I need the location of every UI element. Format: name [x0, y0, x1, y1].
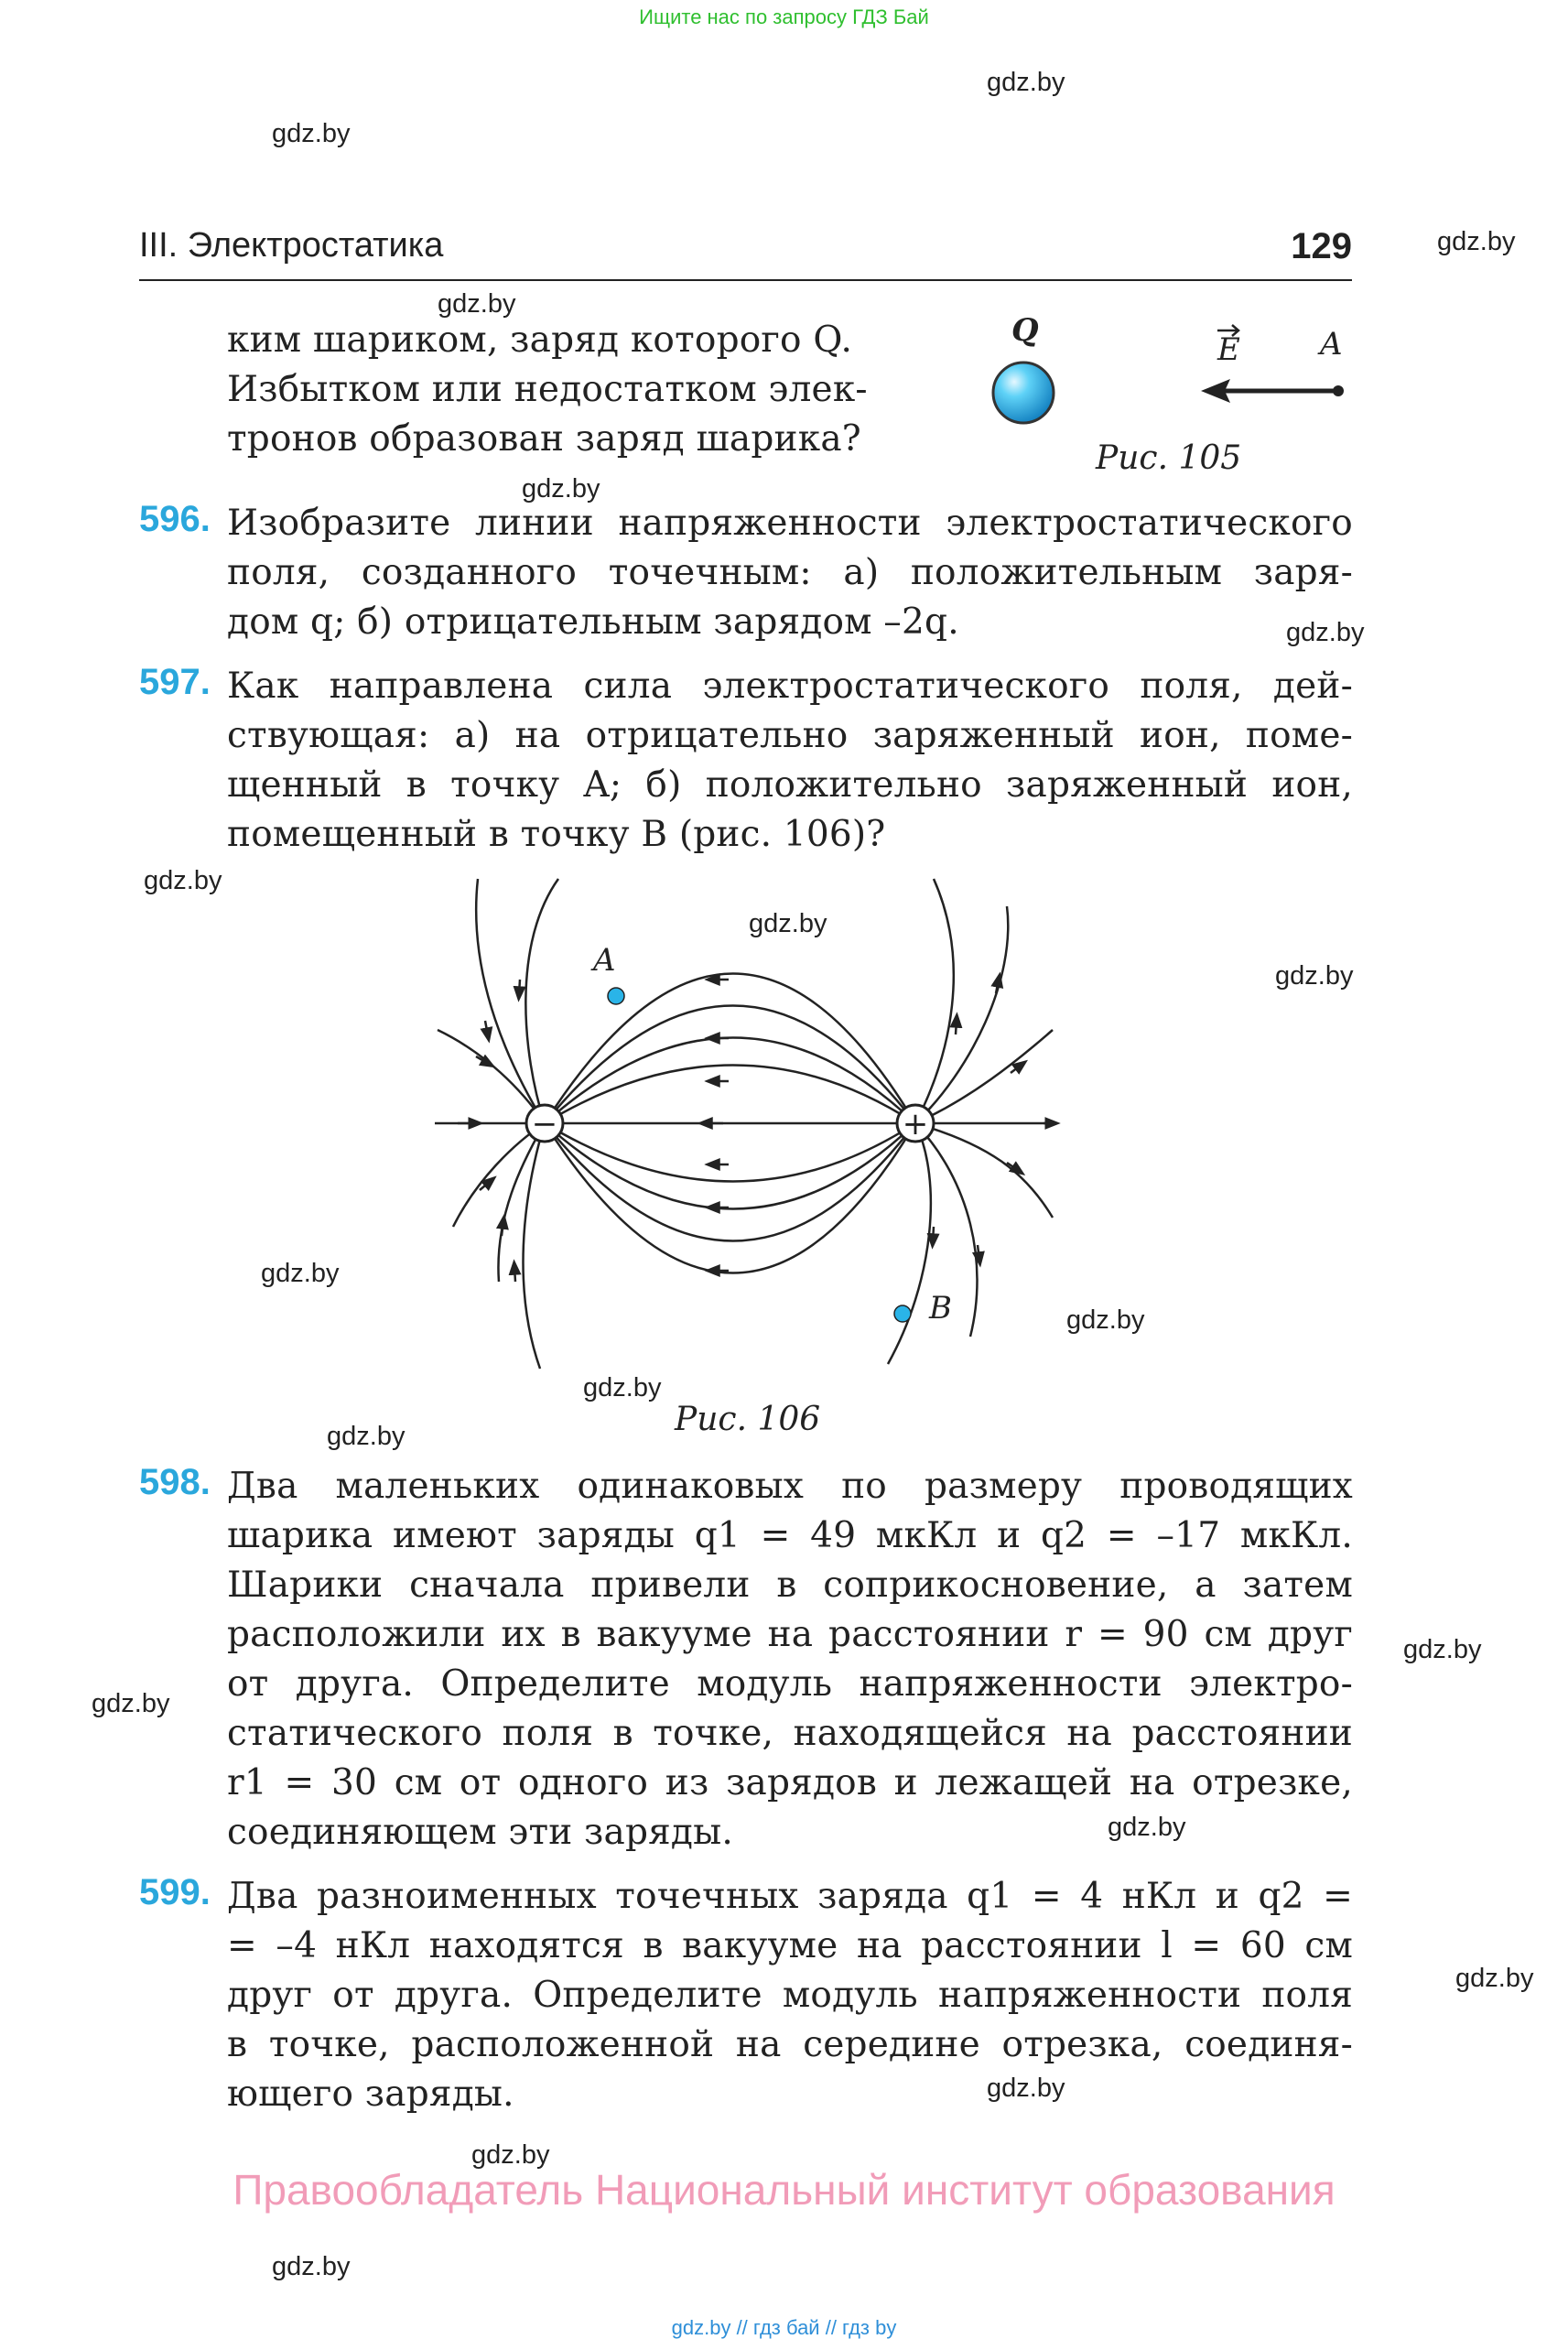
watermark: gdz.by [144, 866, 222, 895]
watermark: gdz.by [749, 909, 827, 938]
field-line [545, 1123, 915, 1209]
arrow-mark [1011, 1065, 1022, 1073]
problem-line: Два маленьких одинаковых по размеру проводящих [227, 1466, 1353, 1507]
problem-line: ющего заряды. [227, 2074, 514, 2115]
field-line [545, 1038, 915, 1124]
arrow-mark [933, 1227, 934, 1241]
watermark: gdz.by [438, 289, 516, 319]
intro-line: ким шариком, заряд которого Q. [227, 319, 853, 361]
problem-line: помещенный в точку B (рис. 106)? [227, 814, 886, 855]
watermark: gdz.by [1437, 227, 1516, 256]
field-line [545, 1066, 915, 1124]
watermark: gdz.by [1066, 1305, 1145, 1335]
problem-number: 596. [139, 499, 211, 539]
intro-line: Избытком или недостатком элек- [227, 369, 868, 410]
watermark: gdz.by [522, 474, 600, 504]
watermark: gdz.by [583, 1373, 662, 1402]
watermark: gdz.by [272, 119, 351, 148]
chapter-title: III. Электростатика [139, 226, 444, 265]
point-b-dot [894, 1305, 911, 1322]
problem-line: шарика имеют заряды q1 = 49 мкКл и q2 = –17 мкКл. [227, 1515, 1353, 1556]
watermark: gdz.by [471, 2140, 550, 2170]
charged-ball [993, 363, 1054, 423]
page-number: 129 [1291, 226, 1352, 266]
figure-106 [421, 870, 1080, 1401]
arrow-mark [485, 1021, 488, 1035]
field-line [525, 879, 558, 1123]
problem-line: друг от друга. Определите модуль напряженности поля [227, 1975, 1353, 2016]
problem-line: соединяющем эти заряды. [227, 1812, 733, 1853]
problem-line: расположили их в вакууме на расстоянии r = 90 см друг [227, 1614, 1353, 1655]
top-banner-link[interactable]: Ищите нас по запросу ГДЗ Бай [639, 5, 929, 28]
problem-line: дом q; б) отрицательным зарядом –2q. [227, 601, 959, 643]
copyright-notice: Правообладатель Национальный институт образования [232, 2166, 1336, 2214]
figure-105-caption: Рис. 105 [1096, 439, 1242, 477]
watermark: gdz.by [1108, 1813, 1186, 1842]
watermark: gdz.by [1403, 1635, 1482, 1664]
problem-line: от друга. Определите модуль напряженности электро- [227, 1663, 1353, 1705]
arrow-mark [502, 1221, 503, 1236]
problem-line: поля, созданного точечным: а) положительным заря- [227, 552, 1353, 593]
field-line [545, 1123, 915, 1182]
field-label: E [1217, 331, 1240, 368]
figure-106-caption: Рис. 106 [675, 1401, 821, 1438]
problem-line: Как направлена сила электростатического поля, дей- [227, 666, 1353, 707]
problem-line: r1 = 30 см от одного из зарядов и лежащей на отрезке, [227, 1762, 1353, 1803]
watermark: gdz.by [1286, 618, 1365, 647]
watermark: gdz.by [261, 1259, 340, 1288]
watermark: gdz.by [987, 2074, 1065, 2103]
arrow-mark [956, 1020, 957, 1034]
point-a-dot [608, 988, 624, 1004]
problem-line: статического поля в точке, находящейся на расстоянии [227, 1713, 1353, 1754]
problem-line: = –4 нКл находятся в вакууме на расстоянии l = 60 см [227, 1925, 1353, 1966]
watermark: gdz.by [1275, 961, 1354, 991]
problem-line: Шарики сначала привели в соприкосновение, а затем [227, 1565, 1353, 1606]
point-b-label: B [929, 1290, 952, 1327]
positive-sign: + [902, 1106, 929, 1143]
point-a-dot [1333, 385, 1344, 396]
watermark: gdz.by [1455, 1964, 1534, 1993]
field-line [888, 1123, 931, 1364]
point-a-label: A [593, 942, 616, 979]
arrow-mark [978, 1245, 979, 1260]
watermark: gdz.by [987, 68, 1065, 97]
watermark: gdz.by [92, 1689, 170, 1718]
problem-number: 597. [139, 662, 211, 702]
point-a-label: A [1320, 326, 1343, 363]
watermark: gdz.by [272, 2252, 351, 2281]
field-line [545, 974, 915, 1124]
intro-line: тронов образован заряд шарика? [227, 418, 861, 460]
watermark: gdz.by [327, 1422, 406, 1451]
field-line [545, 1123, 915, 1273]
problem-number: 598. [139, 1462, 211, 1502]
field-line [915, 1123, 1053, 1218]
charge-label: Q [1011, 312, 1039, 349]
problem-line: Изобразите линии напряженности электростатического [227, 503, 1353, 544]
footer-links[interactable]: gdz.by // гдз бай // гдз by [671, 2316, 897, 2339]
problem-line: в точке, расположенной на середине отрезка, соединя- [227, 2024, 1353, 2065]
arrow-mark [514, 1267, 515, 1282]
problem-line: ствующая: а) на отрицательно заряженный ион, поме- [227, 715, 1353, 756]
page-header [139, 224, 1352, 281]
arrow-mark [519, 980, 520, 994]
problem-number: 599. [139, 1872, 211, 1912]
problem-line: щенный в точку A; б) положительно заряженный ион, [227, 764, 1353, 806]
problem-line: Два разноименных точечных заряда q1 = 4 нКл и q2 = [227, 1876, 1353, 1917]
negative-sign: − [531, 1106, 558, 1143]
